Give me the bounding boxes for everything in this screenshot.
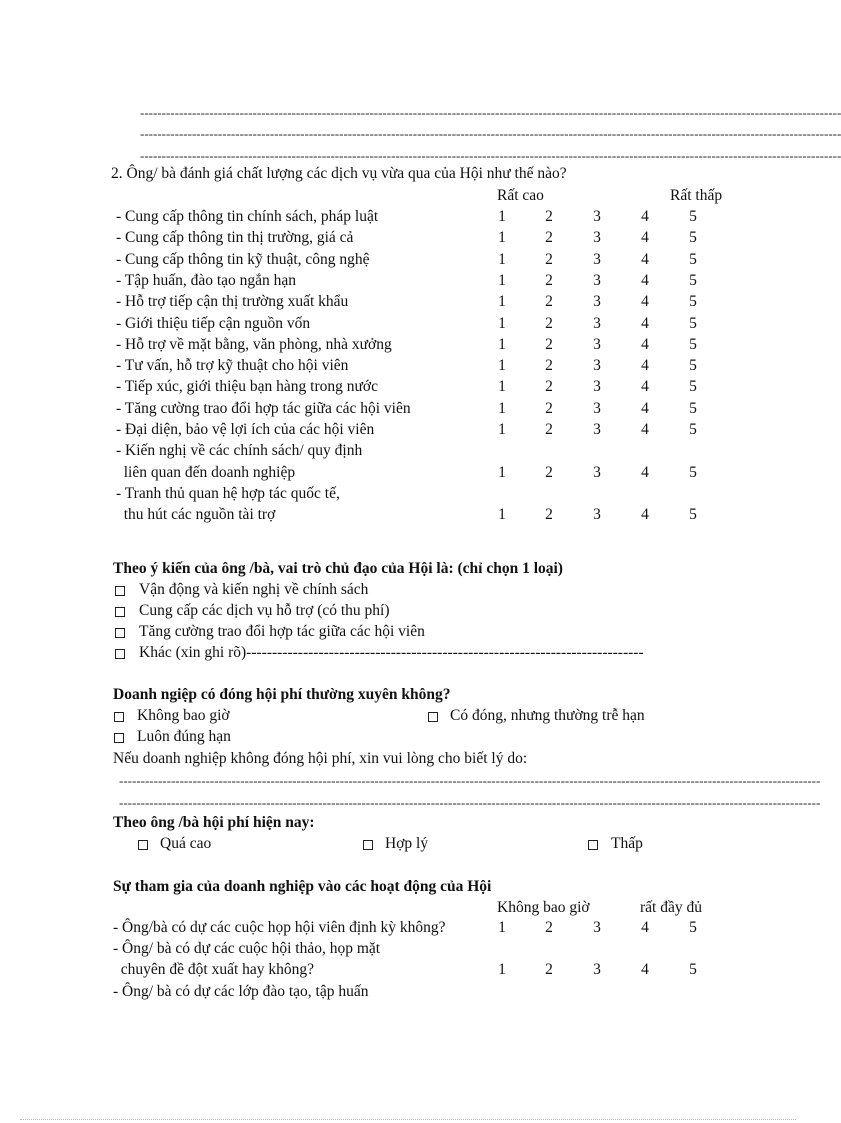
rating-option[interactable]: 1 <box>498 271 506 289</box>
rating-item-label: - Kiến nghị về các chính sách/ quy định <box>116 442 363 460</box>
rating-item-label: - Tăng cường trao đổi hợp tác giữa các hội viên <box>116 399 411 417</box>
participation-option[interactable]: 5 <box>689 961 697 978</box>
rating-option[interactable]: 4 <box>641 357 649 375</box>
rating-option[interactable]: 4 <box>641 250 649 268</box>
answer-line-1: ------------------------------------------------------------------------------------------------------------------------------------------------------------------ <box>140 105 841 120</box>
question-2: 2. Ông/ bà đánh giá chất lượng các dịch vụ vừa qua của Hội như thế nào? <box>111 165 567 182</box>
rating-option[interactable]: 1 <box>498 378 506 396</box>
rating-option[interactable]: 1 <box>498 208 506 225</box>
rating-item-label: liên quan đến doanh nghiệp <box>116 463 296 481</box>
role-checkbox[interactable] <box>115 628 125 638</box>
rating-option[interactable]: 3 <box>593 378 601 396</box>
rating-option[interactable]: 4 <box>641 399 649 417</box>
option-never: Không bao giờ <box>137 707 230 724</box>
rating-option[interactable]: 5 <box>689 463 697 481</box>
rating-option[interactable]: 1 <box>498 463 506 481</box>
rating-option[interactable]: 1 <box>498 293 506 311</box>
participation-option[interactable]: 1 <box>498 919 506 936</box>
participation-q3: - Ông/ bà có dự các lớp đào tạo, tập huấn <box>113 983 369 1000</box>
participation-label-low: Không bao giờ <box>497 899 590 916</box>
rating-option[interactable]: 1 <box>498 314 506 332</box>
participation-label-high: rất đầy đủ <box>640 899 702 916</box>
checkbox-late[interactable] <box>428 712 438 722</box>
rating-item-label: - Đại diện, bảo vệ lợi ích của các hội viên <box>116 421 375 438</box>
rating-item-label: - Hỗ trợ tiếp cận thị trường xuất khẩu <box>116 293 349 311</box>
rating-option[interactable]: 5 <box>689 208 697 225</box>
rating-option[interactable]: 1 <box>498 421 506 438</box>
fee-level-heading: Theo ông /bà hội phí hiện nay: <box>113 814 315 831</box>
rating-item-label: - Tập huấn, đào tạo ngắn hạn <box>116 271 297 289</box>
reason-prompt: Nếu doanh nghiệp không đóng hội phí, xin vui lòng cho biết lý do: <box>113 750 528 767</box>
rating-option[interactable]: 3 <box>593 271 601 289</box>
participation-option[interactable]: 2 <box>545 919 553 936</box>
scale-label-low: Rất thấp <box>670 187 723 204</box>
answer-line-3: ------------------------------------------------------------------------------------------------------------------------------------------------------------------ <box>140 148 841 163</box>
rating-item-label: - Tranh thủ quan hệ hợp tác quốc tế, <box>116 484 340 502</box>
role-checkbox[interactable] <box>115 607 125 617</box>
participation-option[interactable]: 3 <box>593 919 601 936</box>
rating-option[interactable]: 2 <box>545 378 553 396</box>
rating-item-label: thu hút các nguồn tài trợ <box>116 506 276 524</box>
rating-option[interactable]: 2 <box>545 399 553 417</box>
checkbox-never[interactable] <box>114 712 124 722</box>
page-edge <box>20 1119 796 1120</box>
rating-option[interactable]: 5 <box>689 506 697 524</box>
rating-option[interactable]: 2 <box>545 250 553 268</box>
participation-option[interactable]: 4 <box>641 919 649 936</box>
answer-line-2: ------------------------------------------------------------------------------------------------------------------------------------------------------------------ <box>140 126 841 141</box>
role-option-label: Cung cấp các dịch vụ hỗ trợ (có thu phí) <box>139 602 390 619</box>
reason-line-2[interactable]: ------------------------------------------------------------------------------------------------------------------------------------------------------------------ <box>119 795 821 810</box>
participation-q1: - Ông/bà có dự các cuộc họp hội viên định kỳ không? <box>113 919 446 936</box>
rating-option[interactable]: 1 <box>498 357 506 375</box>
role-option-label: Vận động và kiến nghị về chính sách <box>139 581 369 598</box>
rating-option[interactable]: 1 <box>498 399 506 417</box>
rating-option[interactable]: 4 <box>641 463 649 481</box>
rating-option[interactable]: 3 <box>593 293 601 311</box>
rating-option[interactable]: 3 <box>593 421 601 438</box>
participation-option[interactable]: 1 <box>498 961 506 978</box>
participation-option[interactable]: 3 <box>593 961 601 978</box>
rating-option[interactable]: 3 <box>593 250 601 268</box>
rating-option[interactable]: 3 <box>593 463 601 481</box>
rating-option[interactable]: 5 <box>689 421 697 438</box>
rating-option[interactable]: 1 <box>498 229 506 247</box>
role-option-label: Tăng cường trao đổi hợp tác giữa các hội viên <box>139 623 425 640</box>
rating-option[interactable]: 2 <box>545 229 553 247</box>
rating-option[interactable]: 4 <box>641 229 649 247</box>
role-heading: Theo ý kiến của ông /bà, vai trò chủ đạo của Hội là: (chỉ chọn 1 loại) <box>113 560 563 577</box>
rating-option[interactable]: 2 <box>545 208 553 225</box>
rating-option[interactable]: 4 <box>641 421 649 438</box>
rating-option[interactable]: 4 <box>641 506 649 524</box>
rating-option[interactable]: 4 <box>641 314 649 332</box>
rating-option[interactable]: 5 <box>689 399 697 417</box>
scale-label-high: Rất cao <box>497 187 544 204</box>
rating-item-label: - Cung cấp thông tin kỹ thuật, công nghệ <box>116 250 370 268</box>
rating-item-label: - Hỗ trợ về mặt bằng, văn phòng, nhà xưởng <box>116 335 392 353</box>
rating-option[interactable]: 2 <box>545 463 553 481</box>
checkbox-ontime[interactable] <box>114 733 124 743</box>
rating-option[interactable]: 2 <box>545 271 553 289</box>
rating-option[interactable]: 3 <box>593 335 601 353</box>
rating-option[interactable]: 3 <box>593 357 601 375</box>
rating-option[interactable]: 4 <box>641 293 649 311</box>
rating-option[interactable]: 5 <box>689 293 697 311</box>
fee-level-option: Thấp <box>611 835 643 852</box>
rating-option[interactable]: 3 <box>593 506 601 524</box>
participation-option[interactable]: 2 <box>545 961 553 978</box>
rating-option[interactable]: 2 <box>545 335 553 353</box>
rating-option[interactable]: 5 <box>689 357 697 375</box>
reason-line-1[interactable]: ------------------------------------------------------------------------------------------------------------------------------------------------------------------ <box>119 773 821 788</box>
participation-option[interactable]: 4 <box>641 961 649 978</box>
rating-option[interactable]: 3 <box>593 314 601 332</box>
role-checkbox[interactable] <box>115 586 125 596</box>
rating-option[interactable]: 3 <box>593 399 601 417</box>
participation-q2: - Ông/ bà có dự các cuộc hội thảo, họp mặt <box>113 940 381 957</box>
rating-item-label: - Giới thiệu tiếp cận nguồn vốn <box>116 314 311 332</box>
rating-option[interactable]: 1 <box>498 335 506 353</box>
rating-item-label: - Cung cấp thông tin thị trường, giá cả <box>116 229 354 247</box>
checkbox-fee-high[interactable] <box>138 840 148 850</box>
rating-option[interactable]: 2 <box>545 506 553 524</box>
role-option-label: Khác (xin ghi rõ)----------------------------------------------------------------------------- <box>139 644 644 661</box>
option-ontime: Luôn đúng hạn <box>137 728 231 745</box>
rating-item-label: - Tiếp xúc, giới thiệu bạn hàng trong nước <box>116 378 379 396</box>
fee-heading: Doanh ngiệp có đóng hội phí thường xuyên không? <box>113 686 451 703</box>
rating-option[interactable]: 3 <box>593 208 601 225</box>
participation-option[interactable]: 5 <box>689 919 697 936</box>
rating-option[interactable]: 1 <box>498 506 506 524</box>
rating-option[interactable]: 5 <box>689 378 697 396</box>
fee-level-option: Quá cao <box>160 835 212 852</box>
participation-heading: Sự tham gia của doanh nghiệp vào các hoạt động của Hội <box>113 878 492 895</box>
rating-option[interactable]: 4 <box>641 271 649 289</box>
rating-option[interactable]: 5 <box>689 314 697 332</box>
rating-item-label: - Tư vấn, hỗ trợ kỹ thuật cho hội viên <box>116 357 349 375</box>
rating-option[interactable]: 4 <box>641 378 649 396</box>
rating-option[interactable]: 5 <box>689 229 697 247</box>
checkbox-fee-reasonable[interactable] <box>363 840 373 850</box>
rating-option[interactable]: 2 <box>545 314 553 332</box>
rating-option[interactable]: 2 <box>545 357 553 375</box>
rating-option[interactable]: 4 <box>641 335 649 353</box>
rating-option[interactable]: 2 <box>545 421 553 438</box>
role-checkbox[interactable] <box>115 649 125 659</box>
rating-item-label: - Cung cấp thông tin chính sách, pháp luật <box>116 208 379 225</box>
participation-q2: chuyên đề đột xuất hay không? <box>113 961 315 978</box>
rating-option[interactable]: 3 <box>593 229 601 247</box>
rating-option[interactable]: 5 <box>689 335 697 353</box>
rating-option[interactable]: 1 <box>498 250 506 268</box>
rating-option[interactable]: 5 <box>689 250 697 268</box>
fee-level-option: Hợp lý <box>385 835 429 852</box>
rating-option[interactable]: 4 <box>641 208 649 225</box>
rating-option[interactable]: 2 <box>545 293 553 311</box>
rating-option[interactable]: 5 <box>689 271 697 289</box>
checkbox-fee-low[interactable] <box>588 840 598 850</box>
option-late: Có đóng, nhưng thường trễ hạn <box>450 707 645 724</box>
